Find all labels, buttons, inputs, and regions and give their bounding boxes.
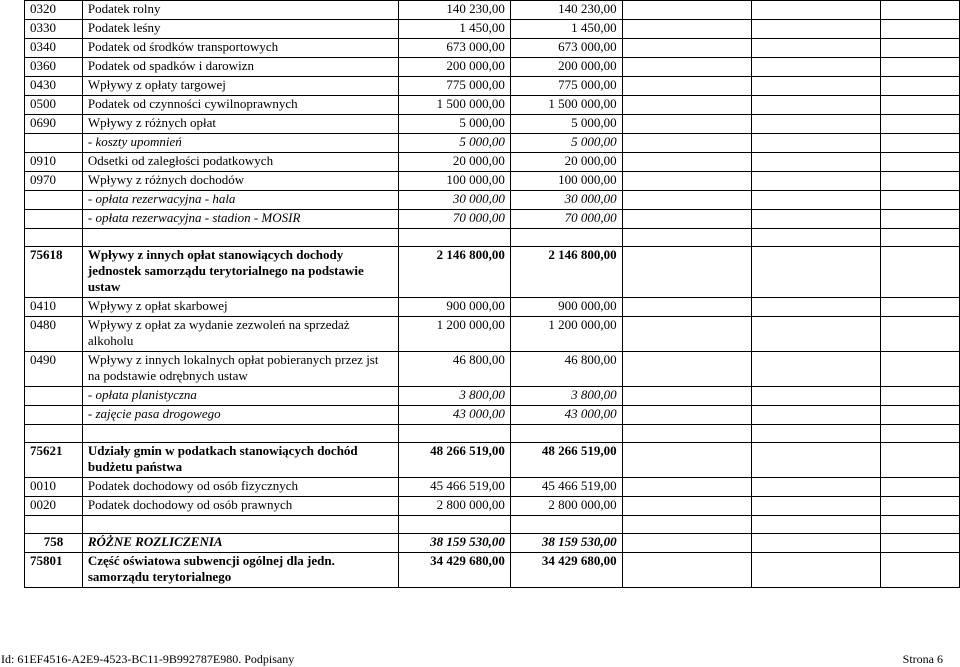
- row-code: 0430: [25, 77, 83, 96]
- empty-cell: [82, 516, 398, 534]
- row-plan-value: 2 800 000,00: [399, 497, 511, 516]
- empty-cell: [880, 1, 959, 20]
- empty-cell: [880, 115, 959, 134]
- empty-cell: [622, 298, 751, 317]
- empty-cell: [622, 210, 751, 229]
- empty-cell: [751, 317, 880, 352]
- row-value: 775 000,00: [510, 77, 622, 96]
- row-plan-value: 34 429 680,00: [399, 553, 511, 588]
- table-row: [25, 191, 960, 210]
- empty-cell: [25, 516, 83, 534]
- row-plan-value: 45 466 519,00: [399, 478, 511, 497]
- empty-cell: [622, 534, 751, 553]
- row-name: Podatek od środków transportowych: [82, 39, 398, 58]
- row-value: 34 429 680,00: [510, 553, 622, 588]
- row-name: Podatek dochodowy od osób fizycznych: [82, 478, 398, 497]
- row-code: 0340: [25, 39, 83, 58]
- empty-cell: [751, 497, 880, 516]
- row-plan-value: 2 146 800,00: [399, 247, 511, 298]
- row-value: 2 146 800,00: [510, 247, 622, 298]
- row-plan-value: 3 800,00: [399, 387, 511, 406]
- empty-cell: [622, 153, 751, 172]
- row-name: Podatek dochodowy od osób prawnych: [82, 497, 398, 516]
- empty-cell: [751, 298, 880, 317]
- empty-cell: [622, 443, 751, 478]
- empty-cell: [751, 96, 880, 115]
- table-row: [25, 96, 960, 115]
- empty-cell: [622, 516, 751, 534]
- row-name: - zajęcie pasa drogowego: [82, 406, 398, 425]
- empty-cell: [880, 153, 959, 172]
- empty-cell: [880, 210, 959, 229]
- row-value: 70 000,00: [510, 210, 622, 229]
- table-row: [25, 1, 960, 20]
- row-value: 1 500 000,00: [510, 96, 622, 115]
- table-row: [25, 298, 960, 317]
- empty-cell: [880, 387, 959, 406]
- table-row: [25, 553, 960, 588]
- empty-cell: [510, 516, 622, 534]
- empty-cell: [751, 478, 880, 497]
- table-row: [25, 134, 960, 153]
- row-value: 140 230,00: [510, 1, 622, 20]
- empty-cell: [622, 406, 751, 425]
- empty-cell: [880, 134, 959, 153]
- empty-cell: [880, 534, 959, 553]
- row-plan-value: 48 266 519,00: [399, 443, 511, 478]
- row-name: Wpływy z opłat skarbowej: [82, 298, 398, 317]
- empty-cell: [751, 20, 880, 39]
- page-footer: [0, 652, 960, 667]
- empty-cell: [622, 1, 751, 20]
- row-value: 2 800 000,00: [510, 497, 622, 516]
- empty-cell: [880, 425, 959, 443]
- row-code: 0690: [25, 115, 83, 134]
- empty-cell: [880, 20, 959, 39]
- row-value: 673 000,00: [510, 39, 622, 58]
- row-code: 758: [25, 534, 83, 553]
- row-plan-value: 46 800,00: [399, 352, 511, 387]
- row-value: 3 800,00: [510, 387, 622, 406]
- empty-cell: [82, 425, 398, 443]
- empty-cell: [751, 406, 880, 425]
- empty-cell: [622, 96, 751, 115]
- row-name: Podatek od czynności cywilnoprawnych: [82, 96, 398, 115]
- table-row: [25, 443, 960, 478]
- row-code: [25, 210, 83, 229]
- row-name: Wpływy z różnych dochodów: [82, 172, 398, 191]
- row-code: 0480: [25, 317, 83, 352]
- empty-cell: [751, 387, 880, 406]
- empty-cell: [880, 352, 959, 387]
- table-row: [25, 39, 960, 58]
- row-code: 0020: [25, 497, 83, 516]
- empty-cell: [399, 229, 511, 247]
- table-row: [25, 210, 960, 229]
- empty-cell: [880, 298, 959, 317]
- spacer-row: [25, 229, 960, 247]
- table-row: [25, 534, 960, 553]
- row-plan-value: 5 000,00: [399, 134, 511, 153]
- empty-cell: [880, 497, 959, 516]
- row-name: Podatek leśny: [82, 20, 398, 39]
- row-code: [25, 387, 83, 406]
- row-value: 20 000,00: [510, 153, 622, 172]
- row-code: [25, 134, 83, 153]
- empty-cell: [622, 317, 751, 352]
- row-name: Część oświatowa subwencji ogólnej dla jedn. samorządu terytorialnego: [82, 553, 398, 588]
- empty-cell: [510, 425, 622, 443]
- empty-cell: [751, 39, 880, 58]
- empty-cell: [751, 443, 880, 478]
- empty-cell: [751, 172, 880, 191]
- empty-cell: [880, 77, 959, 96]
- table-row: [25, 20, 960, 39]
- empty-cell: [880, 478, 959, 497]
- empty-cell: [622, 39, 751, 58]
- row-plan-value: 200 000,00: [399, 58, 511, 77]
- table-row: [25, 247, 960, 298]
- row-code: 0330: [25, 20, 83, 39]
- table-row: [25, 172, 960, 191]
- row-name: - opłata rezerwacyjna - hala: [82, 191, 398, 210]
- table-row: [25, 497, 960, 516]
- table-row: [25, 317, 960, 352]
- row-plan-value: 30 000,00: [399, 191, 511, 210]
- table-row: [25, 58, 960, 77]
- spacer-row: [25, 516, 960, 534]
- row-value: 1 200 000,00: [510, 317, 622, 352]
- row-code: 0910: [25, 153, 83, 172]
- empty-cell: [880, 443, 959, 478]
- row-plan-value: 140 230,00: [399, 1, 511, 20]
- row-value: 1 450,00: [510, 20, 622, 39]
- row-code: [25, 406, 83, 425]
- empty-cell: [622, 497, 751, 516]
- row-code: 0970: [25, 172, 83, 191]
- row-value: 30 000,00: [510, 191, 622, 210]
- row-code: 0010: [25, 478, 83, 497]
- empty-cell: [622, 553, 751, 588]
- empty-cell: [622, 77, 751, 96]
- row-plan-value: 43 000,00: [399, 406, 511, 425]
- row-code: 0360: [25, 58, 83, 77]
- empty-cell: [399, 425, 511, 443]
- empty-cell: [82, 229, 398, 247]
- empty-cell: [880, 229, 959, 247]
- empty-cell: [751, 77, 880, 96]
- row-name: Wpływy z opłat za wydanie zezwoleń na sprzedaż alkoholu: [82, 317, 398, 352]
- row-name: Wpływy z innych lokalnych opłat pobieranych przez jst na podstawie odrębnych ustaw: [82, 352, 398, 387]
- budget-table: [24, 0, 960, 588]
- row-name: Podatek rolny: [82, 1, 398, 20]
- row-plan-value: 70 000,00: [399, 210, 511, 229]
- empty-cell: [751, 534, 880, 553]
- row-code: 0500: [25, 96, 83, 115]
- row-code: 0490: [25, 352, 83, 387]
- empty-cell: [880, 317, 959, 352]
- row-plan-value: 100 000,00: [399, 172, 511, 191]
- empty-cell: [880, 553, 959, 588]
- empty-cell: [622, 387, 751, 406]
- row-name: Podatek od spadków i darowizn: [82, 58, 398, 77]
- empty-cell: [880, 58, 959, 77]
- table-row: [25, 387, 960, 406]
- empty-cell: [622, 115, 751, 134]
- row-plan-value: 1 500 000,00: [399, 96, 511, 115]
- row-name: Wpływy z różnych opłat: [82, 115, 398, 134]
- table-row: [25, 153, 960, 172]
- row-name: - opłata rezerwacyjna - stadion - MOSIR: [82, 210, 398, 229]
- row-name: Odsetki od zaległości podatkowych: [82, 153, 398, 172]
- row-name: Udziały gmin w podatkach stanowiących dochód budżetu państwa: [82, 443, 398, 478]
- row-plan-value: 775 000,00: [399, 77, 511, 96]
- empty-cell: [880, 247, 959, 298]
- row-plan-value: 38 159 530,00: [399, 534, 511, 553]
- empty-cell: [880, 191, 959, 210]
- row-name: - koszty upomnień: [82, 134, 398, 153]
- empty-cell: [751, 247, 880, 298]
- empty-cell: [751, 134, 880, 153]
- empty-cell: [880, 39, 959, 58]
- empty-cell: [622, 425, 751, 443]
- row-code: 0320: [25, 1, 83, 20]
- table-row: [25, 478, 960, 497]
- empty-cell: [880, 406, 959, 425]
- empty-cell: [751, 58, 880, 77]
- empty-cell: [25, 229, 83, 247]
- row-value: 48 266 519,00: [510, 443, 622, 478]
- empty-cell: [622, 134, 751, 153]
- row-code: 75621: [25, 443, 83, 478]
- empty-cell: [622, 229, 751, 247]
- empty-cell: [751, 153, 880, 172]
- empty-cell: [622, 172, 751, 191]
- row-value: 200 000,00: [510, 58, 622, 77]
- empty-cell: [880, 172, 959, 191]
- empty-cell: [399, 516, 511, 534]
- row-value: 100 000,00: [510, 172, 622, 191]
- empty-cell: [25, 425, 83, 443]
- row-value: 38 159 530,00: [510, 534, 622, 553]
- empty-cell: [622, 20, 751, 39]
- row-code: [25, 191, 83, 210]
- empty-cell: [751, 352, 880, 387]
- empty-cell: [751, 210, 880, 229]
- empty-cell: [751, 553, 880, 588]
- table-row: [25, 406, 960, 425]
- page-number: Strona 6: [902, 652, 943, 666]
- empty-cell: [751, 516, 880, 534]
- empty-cell: [751, 1, 880, 20]
- row-value: 5 000,00: [510, 134, 622, 153]
- document-id: Id: 61EF4516-A2E9-4523-BC11-9B992787E980. Podpisany: [1, 652, 295, 666]
- spacer-row: [25, 425, 960, 443]
- empty-cell: [880, 96, 959, 115]
- row-plan-value: 673 000,00: [399, 39, 511, 58]
- row-value: 45 466 519,00: [510, 478, 622, 497]
- row-value: 46 800,00: [510, 352, 622, 387]
- row-value: 900 000,00: [510, 298, 622, 317]
- row-code: 0410: [25, 298, 83, 317]
- row-value: 5 000,00: [510, 115, 622, 134]
- row-plan-value: 900 000,00: [399, 298, 511, 317]
- row-name: RÓŻNE ROZLICZENIA: [82, 534, 398, 553]
- row-plan-value: 1 200 000,00: [399, 317, 511, 352]
- empty-cell: [622, 247, 751, 298]
- empty-cell: [751, 191, 880, 210]
- row-code: 75801: [25, 553, 83, 588]
- empty-cell: [622, 478, 751, 497]
- row-plan-value: 20 000,00: [399, 153, 511, 172]
- empty-cell: [622, 352, 751, 387]
- empty-cell: [751, 229, 880, 247]
- row-value: 43 000,00: [510, 406, 622, 425]
- empty-cell: [880, 516, 959, 534]
- empty-cell: [622, 191, 751, 210]
- row-plan-value: 5 000,00: [399, 115, 511, 134]
- empty-cell: [751, 425, 880, 443]
- row-name: - opłata planistyczna: [82, 387, 398, 406]
- row-code: 75618: [25, 247, 83, 298]
- table-row: [25, 77, 960, 96]
- row-plan-value: 1 450,00: [399, 20, 511, 39]
- table-row: [25, 115, 960, 134]
- empty-cell: [622, 58, 751, 77]
- empty-cell: [751, 115, 880, 134]
- row-name: Wpływy z innych opłat stanowiących dochody jednostek samorządu terytorialnego na podstawie ustaw: [82, 247, 398, 298]
- table-row: [25, 352, 960, 387]
- row-name: Wpływy z opłaty targowej: [82, 77, 398, 96]
- empty-cell: [510, 229, 622, 247]
